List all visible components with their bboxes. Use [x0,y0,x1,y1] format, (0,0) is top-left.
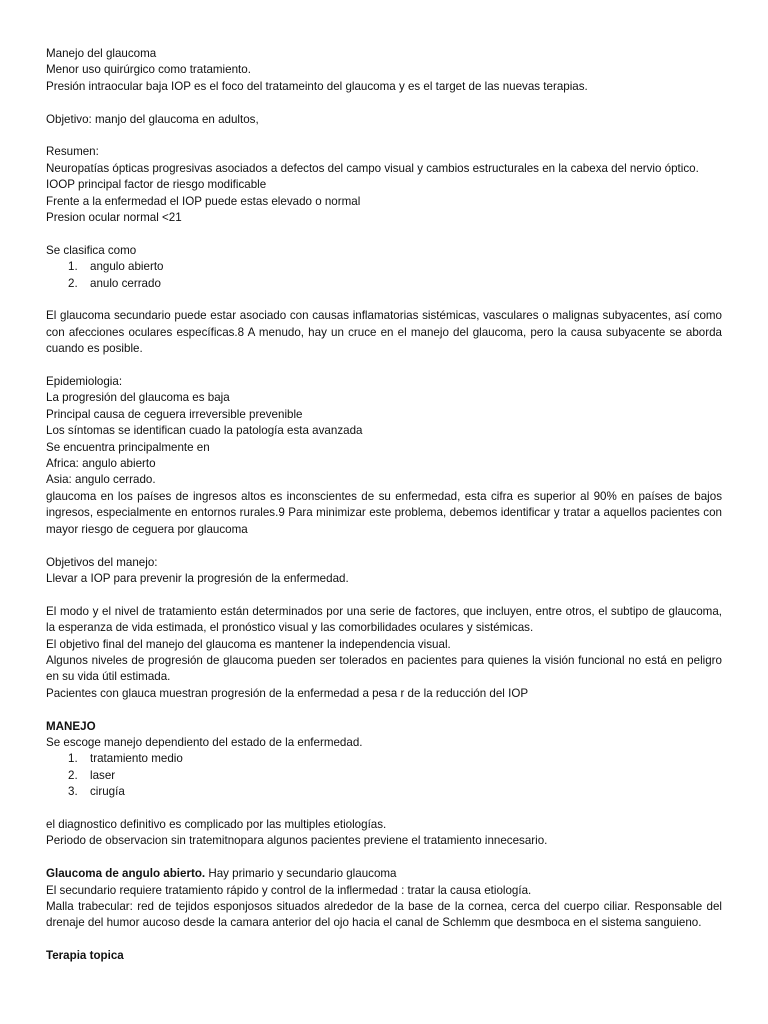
epidemiologia-line: Se encuentra principalmente en [46,440,210,454]
angulo-abierto-block [46,866,722,932]
objetivos-manejo-line: Llevar a IOP para prevenir la progresión de la enfermedad. [46,571,349,585]
spacer [46,95,722,111]
objetivo-final-line: El objetivo final del manejo del glaucoma es mantener la independencia visual. [46,637,451,651]
manejo-list [46,751,722,800]
epidemiologia-line: La progresión del glaucoma es baja [46,391,230,405]
angulo-abierto-line [46,866,722,882]
diagnostico-line: el diagnostico definitivo es complicado por las multiples etiologías. [46,817,387,831]
list-text: laser [90,768,116,782]
diagnostico-line: Periodo de observacion sin tratemitnopara algunos pacientes previene el tratamiento innecesario. [46,834,548,848]
list-number: 1. [68,752,78,766]
epidemiologia-line: Los síntomas se identifican cuado la patología esta avanzada [46,424,363,438]
epidemiologia-heading: Epidemiologia: [46,375,123,389]
angulo-abierto-rest: Hay primario y secundario glaucoma [205,867,397,881]
pacientes-line: Pacientes con glauca muestran progresión de la enfermedad a pesa r de la reducción del IOP [46,686,529,700]
resumen-line: Neuropatías ópticas progresivas asociados a defectos del campo visual y cambios estructurales en la cabexa del nervio óptico. [46,161,699,175]
list-number: 2. [68,768,78,782]
objetivo-line: Objetivo: manjo del glaucoma en adultos, [46,112,259,126]
spacer [46,932,722,948]
intro-block [46,46,722,95]
objetivos-manejo-heading: Objetivos del manejo: [46,555,158,569]
spacer [46,292,722,308]
epidemiologia-block [46,374,722,538]
list-item [46,768,722,784]
objetivos-manejo-block [46,555,722,588]
malla-trabecular-paragraph: Malla trabecular: red de tejidos esponjosos situados alrededor de la base de la cornea, cerca del cuerpo ciliar. Responsable del drenaje del humor aucoso desde la camara anterior del ojo hacia el canal de Schlemm que desmboca en el sistema sanguieno. [46,899,722,930]
list-item [46,259,722,275]
resumen-line: IOOP principal factor de riesgo modificable [46,178,267,192]
epidemiologia-line: Principal causa de ceguera irreversible prevenible [46,407,303,421]
list-item [46,751,722,767]
modo-paragraph: El modo y el nivel de tratamiento están determinados por una serie de factores, que incluyen, entre otros, el subtipo de glaucoma, la esperanza de vida estimada, el pronóstico visual y las comorbilidades oculares y sistémicas. [46,604,722,635]
manejo-intro: Se escoge manejo dependiento del estado de la enfermedad. [46,735,363,749]
spacer [46,801,722,817]
clasifica-block [46,243,722,292]
spacer [46,850,722,866]
diagnostico-block [46,817,722,850]
clasifica-heading: Se clasifica como [46,243,137,257]
resumen-line: Frente a la enfermedad el IOP puede estas elevado o normal [46,194,361,208]
intro-line: Menor uso quirúrgico como tratamiento. [46,63,251,77]
resumen-block [46,144,722,226]
list-text: anulo cerrado [90,276,161,290]
resumen-line: Presion ocular normal <21 [46,211,182,225]
list-text: angulo abierto [90,260,164,274]
spacer [46,538,722,554]
resumen-heading: Resumen: [46,145,99,159]
spacer [46,358,722,374]
list-item [46,276,722,292]
intro-line: Presión intraocular baja IOP es el foco del tratameinto del glaucoma y es el target de las nuevas terapias. [46,79,588,93]
list-number: 2. [68,276,78,290]
epidemiologia-paragraph: glaucoma en los países de ingresos altos es inconscientes de su enfermedad, esta cifra es superior al 90% en países de bajos ingresos, especialmente en entornos rurales.9 Para minimizar este problema, debemos identificar y tratar a aquellos pacientes con mayor riesgo de ceguera por glaucoma [46,489,722,536]
intro-line: Manejo del glaucoma [46,47,157,60]
secundario-requiere-line: El secundario requiere tratamiento rápido y control de la inflermedad : tratar la causa etiología. [46,883,532,897]
spacer [46,128,722,144]
spacer [46,587,722,603]
tratamiento-factores-block [46,604,722,702]
list-number: 1. [68,260,78,274]
list-text: cirugía [90,785,125,799]
terapia-topica-heading: Terapia topica [46,949,124,963]
list-text: tratamiento medio [90,752,183,766]
list-number: 3. [68,785,78,799]
clasifica-list [46,259,722,292]
manejo-heading: MANEJO [46,719,96,733]
spacer [46,702,722,718]
manejo-block [46,719,722,801]
epidemiologia-line: Africa: angulo abierto [46,457,156,471]
spacer [46,226,722,242]
angulo-abierto-heading: Glaucoma de angulo abierto. [46,867,206,881]
list-item [46,784,722,800]
niveles-paragraph: Algunos niveles de progresión de glaucoma pueden ser tolerados en pacientes para quienes la visión funcional no está en peligro en su vida útil estimada. [46,653,722,684]
secundario-paragraph: El glaucoma secundario puede estar asociado con causas inflamatorias sistémicas, vasculares o malignas subyacentes, así como con afecciones oculares específicas.8 A menudo, hay un cruce en el manejo del glaucoma, pero la causa subyacente se aborda cuando es posible. [46,309,722,356]
epidemiologia-line: Asia: angulo cerrado. [46,473,156,487]
